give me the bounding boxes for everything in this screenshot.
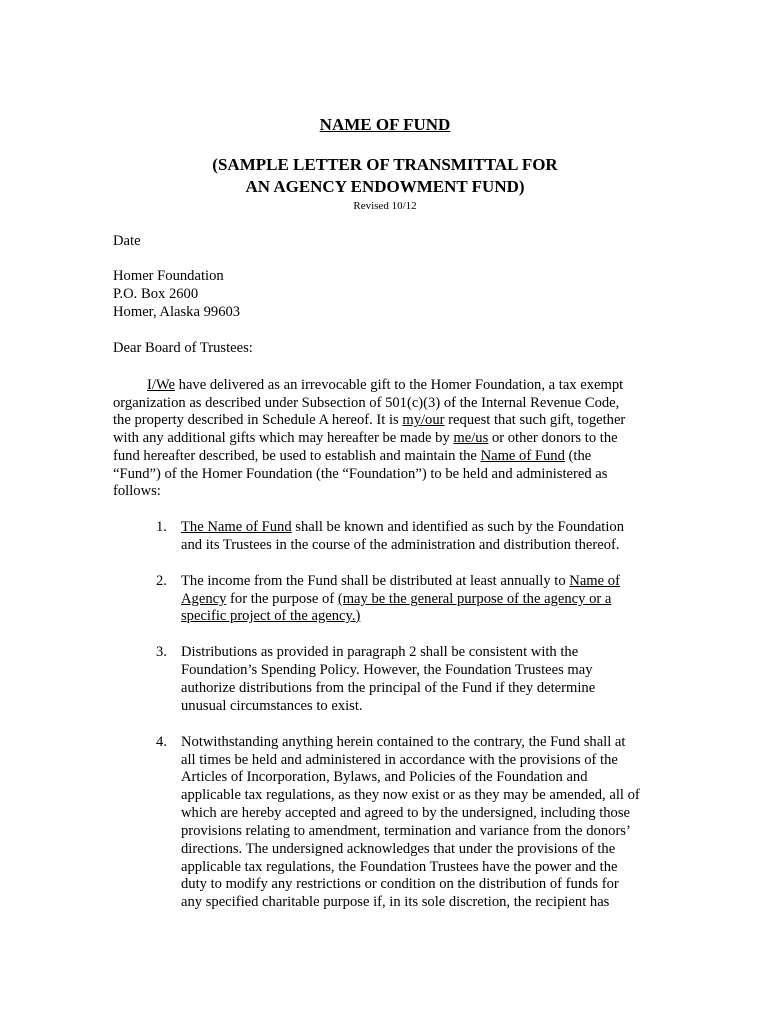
item-3-line-3: authorize distributions from the principal of the Fund if they determine [181,680,596,696]
purpose-placeholder: (may be the general purpose of the agency or a [337,591,612,607]
item-4-line-1: Notwithstanding anything herein contained to the contrary, the Fund shall at [181,734,626,750]
purpose-placeholder: specific project of the agency.) [181,608,361,624]
item-3-line-4: unusual circumstances to exist. [181,698,363,714]
item-2-line-2 [181,590,611,608]
item-4-line-2: all times be held and administered in accordance with the provisions of the [181,752,618,768]
donor-placeholder: I/We [147,377,175,393]
item-4-line-8: applicable tax regulations, the Foundation Trustees have the power and the [181,859,618,875]
item-2-number: 2. [156,573,167,589]
item-4-line-3: Articles of Incorporation, Bylaws, and Policies of the Foundation and [181,769,588,785]
item-3-line-2: Foundation’s Spending Policy. However, the Foundation Trustees may [181,662,593,678]
address-line-1: Homer Foundation [113,268,224,284]
fund-name-placeholder: Name of Fund [480,448,565,464]
item-4-line-6: provisions relating to amendment, termination and variance from the donors’ [181,823,631,839]
donor-placeholder: me/us [453,430,489,446]
intro-text: (the [564,448,592,464]
salutation: Dear Board of Trustees: [113,340,253,356]
item-4-line-5: which are hereby accepted and agreed to by the undersigned, including those [181,805,630,821]
item-4-number: 4. [156,734,167,750]
intro-line-1 [147,376,623,394]
item-1-line-2: and its Trustees in the course of the administration and distribution thereof. [181,537,620,553]
fund-title: NAME OF FUND [319,115,451,134]
date-label: Date [113,233,141,249]
intro-line-3 [113,411,625,429]
intro-line-2: organization as described under Subsection of 501(c)(3) of the Internal Revenue Code, [113,395,620,411]
item-3-line-1: Distributions as provided in paragraph 2 shall be consistent with the [181,644,579,660]
agency-placeholder: Name of [569,573,620,589]
address-line-2: P.O. Box 2600 [113,286,199,302]
revised-date: Revised 10/12 [353,200,417,212]
intro-text: request that such gift, together [444,412,626,428]
subtitle-line-2: AN AGENCY ENDOWMENT FUND) [245,177,525,196]
fund-name-placeholder: The Name of Fund [181,519,292,535]
item-2-line-1 [181,572,620,590]
donor-placeholder: my/our [402,412,445,428]
intro-text: with any additional gifts which may hereafter be made by [113,430,454,446]
intro-text: fund hereafter described, be used to establish and maintain the [113,448,481,464]
item-4-line-7: directions. The undersigned acknowledges that under the provisions of the [181,841,616,857]
intro-text: the property described in Schedule A hereof. It is [113,412,403,428]
address-line-3: Homer, Alaska 99603 [113,304,241,320]
intro-text: have delivered as an irrevocable gift to the Homer Foundation, a tax exempt [175,377,624,393]
item-4-line-9: duty to modify any restrictions or condition on the distribution of funds for [181,876,619,892]
item-3-number: 3. [156,644,167,660]
item-2-line-3 [181,607,360,625]
subtitle-line-1: (SAMPLE LETTER OF TRANSMITTAL FOR [212,155,558,174]
item-1-number: 1. [156,519,167,535]
intro-line-5 [113,447,591,465]
intro-line-6: “Fund”) of the Homer Foundation (the “Foundation”) to be held and administered as [113,466,608,482]
item-1-line-1 [181,518,624,536]
item-4-line-4: applicable tax regulations, as they now exist or as they may be amended, all of [181,787,640,803]
intro-line-4 [113,429,618,447]
item-text: shall be known and identified as such by the Foundation [291,519,625,535]
item-text: for the purpose of [226,591,338,607]
item-4-line-10: any specified charitable purpose if, in its sole discretion, the recipient has [181,894,610,910]
item-text: The income from the Fund shall be distributed at least annually to [181,573,570,589]
intro-text: or other donors to the [488,430,618,446]
agency-placeholder: Agency [181,591,227,607]
intro-line-7: follows: [113,483,161,499]
